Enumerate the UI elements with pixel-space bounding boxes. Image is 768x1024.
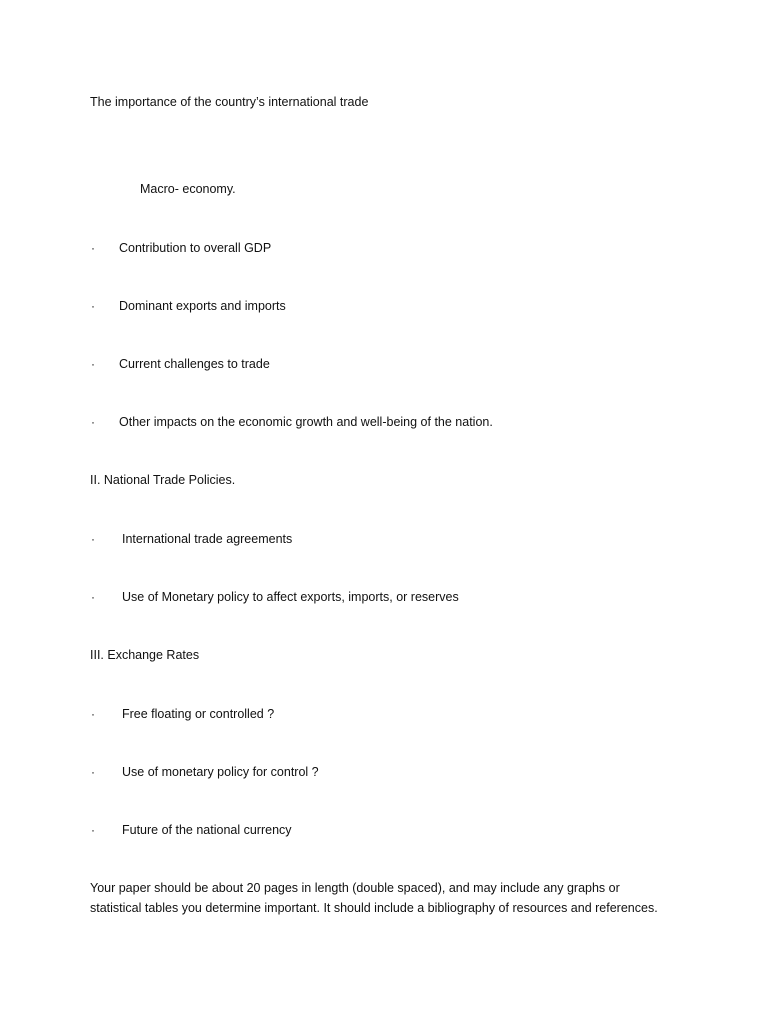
- list-item: Use of Monetary policy to affect exports, imports, or reserves: [122, 590, 459, 604]
- list-item: Other impacts on the economic growth and well-being of the nation.: [119, 415, 493, 429]
- bullet-marker: ·: [91, 823, 95, 837]
- bullet-marker: ·: [91, 707, 95, 721]
- bullet-marker: ·: [91, 415, 95, 429]
- closing-line: Your paper should be about 20 pages in length (double spaced), and may include any graphs or: [90, 881, 620, 895]
- bullet-marker: ·: [91, 532, 95, 546]
- closing-paragraph: [90, 879, 710, 918]
- section-heading-macro-economy: Macro- economy.: [140, 182, 236, 196]
- list-item: Free floating or controlled ?: [122, 707, 275, 721]
- section-heading-exchange-rates: III. Exchange Rates: [90, 648, 200, 662]
- section-heading-national-trade-policies: II. National Trade Policies.: [90, 473, 236, 487]
- bullet-marker: ·: [91, 590, 95, 604]
- bullet-marker: ·: [91, 241, 95, 255]
- list-item: Contribution to overall GDP: [119, 241, 272, 255]
- list-item: Current challenges to trade: [119, 357, 270, 371]
- document-title: The importance of the country’s international trade: [90, 95, 369, 109]
- list-item: International trade agreements: [122, 532, 293, 546]
- bullet-marker: ·: [91, 765, 95, 779]
- list-item: Use of monetary policy for control ?: [122, 765, 319, 779]
- bullet-marker: ·: [91, 357, 95, 371]
- list-item: Future of the national currency: [122, 823, 292, 837]
- closing-line: statistical tables you determine important. It should include a bibliography of resources and references.: [90, 900, 658, 915]
- list-item: Dominant exports and imports: [119, 299, 286, 313]
- bullet-marker: ·: [91, 299, 95, 313]
